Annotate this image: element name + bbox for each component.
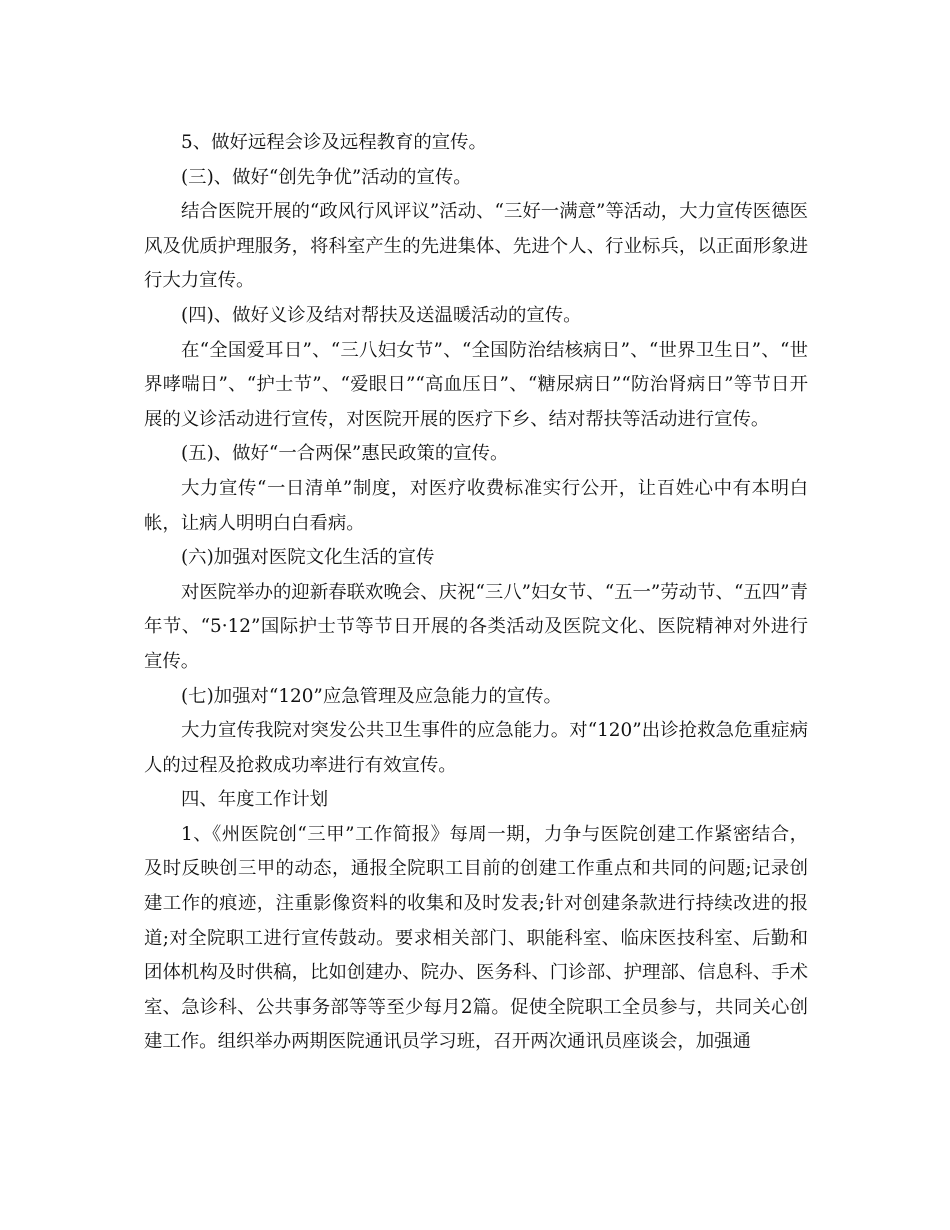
paragraph-5: 在“全国爱耳日”、“三八妇女节”、“全国防治结核病日”、“世界卫生日”、“世界哮喘日”、“护士节”、“爱眼日”“高血压日”、“糖尿病日”“防治肾病日”等节日开展的义诊活动进行宣传，对医院开展的医疗下乡、结对帮扶等活动进行宣传。 <box>144 339 808 430</box>
paragraph-3: 结合医院开展的“政风行风评议”活动、“三好一满意”等活动，大力宣传医德医风及优质护理服务，将科室产生的先进集体、先进个人、行业标兵，以正面形象进行大力宣传。 <box>144 201 808 292</box>
paragraph-11: 大力宣传我院对突发公共卫生事件的应急能力。对“120”出诊抢救急危重症病人的过程及抢救成功率进行有效宣传。 <box>144 720 808 776</box>
paragraph-6: (五)、做好“一合两保”惠民政策的宣传。 <box>181 443 509 465</box>
paragraph-13: 1、《州医院创“三甲”工作简报》每周一期，力争与医院创建工作紧密结合，及时反映创三甲的动态，通报全院职工目前的创建工作重点和共同的问题;记录创建工作的痕迹，注重影像资料的收集和及时发表;针对创建条款进行持续改进的报道;对全院职工进行宣传鼓动。要求相关部门、职能科室、临床医技科室、后勤和团体机构及时供稿，比如创建办、院办、医务科、门诊部、护理部、信息科、手术室、急诊科、公共事务部等等至少每月2篇。促使全院职工全员参与，共同关心创建工作。组织举办两期医院通讯员学习班，召开两次通讯员座谈会，加强通 <box>144 823 808 1053</box>
paragraph-2: (三)、做好“创先争优”活动的宣传。 <box>181 166 472 188</box>
paragraph-1: 5、做好远程会诊及远程教育的宣传。 <box>181 132 487 153</box>
paragraph-10: (七)加强对“120”应急管理及应急能力的宣传。 <box>181 685 562 707</box>
paragraph-9: 对医院举办的迎新春联欢晚会、庆祝“三八”妇女节、“五一”劳动节、“五四”青年节、“5·12”国际护士节等节日开展的各类活动及医院文化、医院精神对外进行宣传。 <box>144 581 808 672</box>
section-heading: 四、年度工作计划 <box>181 789 329 811</box>
paragraph-4: (四)、做好义诊及结对帮扶及送温暖活动的宣传。 <box>181 304 582 326</box>
paragraph-7: 大力宣传“一日清单”制度，对医疗收费标准实行公开，让百姓心中有本明白帐，让病人明明白白看病。 <box>144 477 808 534</box>
document-body <box>144 126 808 1060</box>
paragraph-8: (六)加强对医院文化生活的宣传 <box>181 547 435 569</box>
